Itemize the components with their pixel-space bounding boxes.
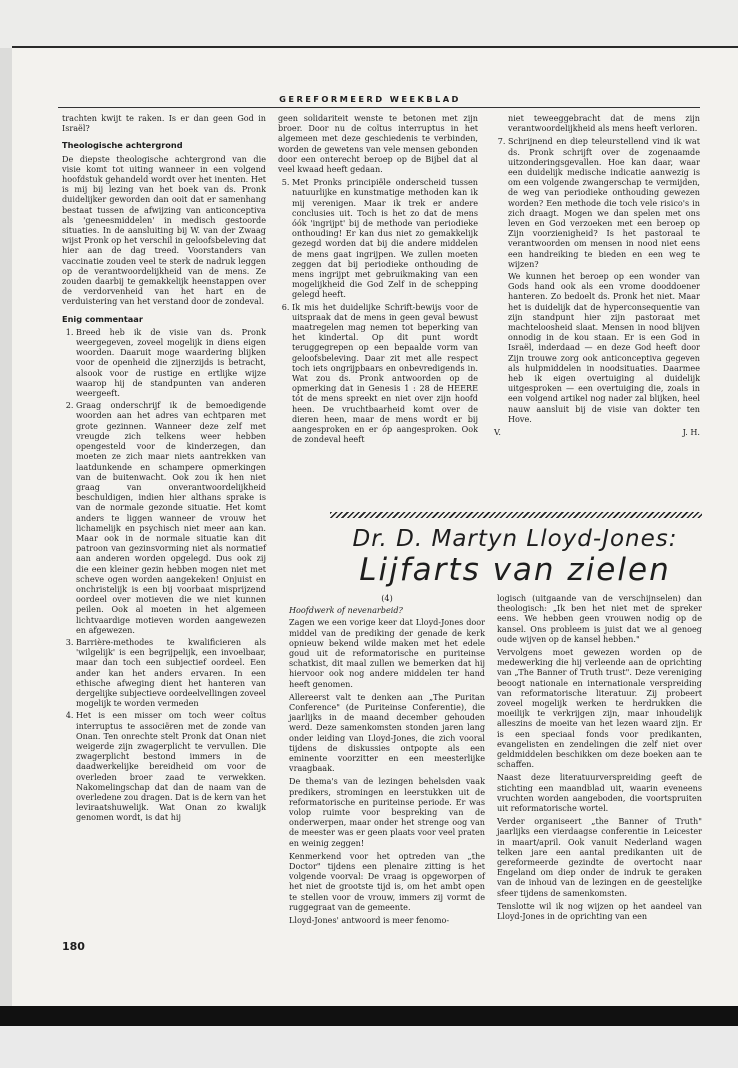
article-author: Dr. D. Martyn Lloyd-Jones:: [352, 526, 678, 552]
article-paragraph: Lloyd-Jones' antwoord is meer fenomo-: [289, 915, 450, 926]
article-paragraph: Vervolgens moet gewezen worden op de medewerking die hij verleende aan de oprichting van „The Banner of Truth trust". Deze vereniging beoogt nationale en internationale verspreiding van reformatorische literatuur. Zij probeert zoveel mogelijk werken te herdrukken die moeilijk te verkrijgen zijn, maar inhoudelijk alleszins de moeite van het lezen waard zijn. Er is een speciaal fonds voor predikanten, evangelisten en zendelingen die zelf niet over geldmiddelen beschikken om deze boeken aan te schaffen.: [497, 647, 702, 770]
col1-intro: trachten kwijt te raken. Is er dan geen God in Israël?: [62, 113, 266, 134]
article-paragraph: Naast deze literatuurverspreiding geeft de stichting een maandblad uit, waarin eveneens vruchten worden aangeboden, die voortspruiten uit reformatorische wortel.: [497, 772, 702, 814]
article-paragraph: De thema's van de lezingen behelsden vaak predikers, stromingen en leerstukken uit de reformatorische en puriteinse periode. Er was volop ruimte voor bespreking van de onderwerpen, maar onder het strenge oog van de meester was er geen plaats voor veel praten en weinig zeggen!: [289, 776, 485, 848]
article-paragraph: Verder organiseert „the Banner of Truth" jaarlijks een vierdaagse conferentie in Leicester in maart/april. Ook vanuit Nederland wagen telken jare een aantal predikanten uit de gereformeerde gezindte de overtocht naar Engeland om diep onder de indruk te geraken van de inhoud van de lezingen en de geestelijke sfeer tijdens de samenkomsten.: [497, 816, 702, 898]
commentary-list-2: [278, 177, 478, 444]
article-column-left: [289, 593, 485, 928]
heading-enig-commentaar: Enig commentaar: [62, 313, 143, 324]
article-paragraph: Kenmerkend voor het optreden van „the Doctor" tijdens een plenaire zitting is het volgende voorval: De vraag is opgeworpen of het niet de grootste tijd is, om het ambt open te stellen voor de vrouw, immers zij vormt de ruggegraat van de gemeente.: [289, 850, 485, 912]
list-item: 6. Ik mis het duidelijke Schrift-bewijs voor de uitspraak dat de mens in geen geval bewust maatregelen mag nemen tot beperking van het kindertal. Op dit punt wordt teruggegrepen op een bepaalde vorm van geloofsbeleving. Daar zit met alle respect toch iets ongrijpbaars en onbevredigends in. Wat zou ds. Pronk antwoorden op de opmerking dat in Genesis 1 : 28 de HEERE tót de mens spreekt en niet over zijn hoofd heen. De vruchtbaarheid komt over de dieren heen, maar de mens wordt er bij aangesproken en er óp aangesproken. Ook de zondeval heeft: [292, 302, 478, 445]
col2-continuation: geen solidariteit wenste te betonen met zijn broer. Door nu de coïtus interruptus in het algemeen met deze geschiedenis te verbinden, worden de gewetens van vele mensen gebonden door een onterecht beroep op de Bijbel dat al veel kwaad heeft gedaan.: [278, 113, 478, 175]
article-paragraph: Tenslotte wil ik nog wijzen op het aandeel van Lloyd-Jones in de oprichting van een: [497, 900, 702, 922]
list-item: 2. Graag onderschrijf ik de bemoedigende woorden aan het adres van echtparen met grote gezinnen. Wanneer deze zelf met vreugde zich telkens weer hebben opengesteld voor de kinderzegen, dan moeten ze zich maar niets aantrekken van laatdunkende en schampere opmerkingen van de buitenwacht. Ook zou ik hen niet graag van onverantwoordelijkheid beschuldigen, indien hier althans sprake is van de normale gezonde situatie. Het komt anders te liggen wanneer de vrouw het lichamelijk en psychisch niet meer aan kan. Maar ook in de normale situatie kan dit patroon van gezinsvorming niet als normatief aan anderen worden opgelegd. Dus ook zij die een kleiner gezin hebben mogen niet met scheve ogen worden aangekeken! Onjuist en onchristelijk is een bij voorbaat misprijzend oordeel over motieven die we niet kunnen peilen. Ook al moeten in het algemeen lichtvaardige motieven worden aangewezen en afgewezen.: [76, 400, 266, 635]
article-column-right: [497, 593, 702, 924]
scan-bottom-margin: [0, 1026, 738, 1068]
running-head: GEREFORMEERD WEEKBLAD: [279, 94, 461, 104]
col3-continuation: niet teweeggebracht dat de mens zijn verantwoordelijkheid als mens heeft verloren.: [508, 113, 700, 134]
commentary-list-1: [62, 327, 266, 823]
heading-theologische-achtergrond: Theologische achtergrond: [62, 140, 183, 151]
article-paragraph: logisch (uitgaande van de verschijnselen) dan theologisch: „Ik ben het niet met de spreker eens. We hebben geen vrouwen nodig op de kansel. Ons probleem is juist dat we al genoeg oude wijven op de kansel hebben.": [497, 593, 702, 644]
article-paragraph: Allereerst valt te denken aan „The Puritan Conference" (de Puriteinse Conferentie), die jaarlijks in de maand december gehouden werd. Deze samenkomsten stonden jaren lang onder leiding van Lloyd-Jones, die zich vooral tijdens de diskussies ontpopte als een eminente voorzitter en een meesterlijke vraagbaak.: [289, 691, 485, 774]
article-title: Lijfarts van zielen: [359, 552, 671, 588]
signoff: [494, 427, 700, 437]
page-number: 180: [62, 940, 85, 953]
scan-bottom-edge: [0, 1006, 738, 1026]
column-2: [278, 113, 478, 447]
article-paragraph: Zagen we een vorige keer dat Lloyd-Jones door middel van de prediking der genade de kerk opnieuw bekend wilde maken met het edele goud uit de reformatorische en puriteinse schatkist, dit maal zullen we bemerken dat hij hiervoor ook nog andere middelen ter hand heeft genomen.: [289, 617, 485, 689]
signoff-left: V.: [494, 427, 502, 438]
col3-paragraph: We kunnen het beroep op een wonder van Gods hand ook als een vrome dooddoener hanteren. Zo bedoelt ds. Pronk het niet. Maar het is duidelijk dat de hyperconsequentie van zijn standpunt hier zijn pastoraat met machteloosheid slaat. Mensen in nood blijven onnodig in de kou staan. Er is een God in Israël, inderdaad — en deze God heeft door Zijn trouwe zorg ook anticonceptiva gegeven als hulpmiddelen in noodsituaties. Daarmee heb ik eigen overtuiging al duidelijk uitgesproken — een overtuiging die, zoals in een volgend artikel nog nader zal blijken, heel nauw aansluit bij de visie van dokter ten Hove.: [508, 271, 700, 424]
list-item: 4. Het is een misser om toch weer coïtus interruptus te associëren met de zonde van Onan. Ten onrechte stelt Pronk dat Onan niet weigerde zijn zwagerplicht te vervullen. Die zwagerplicht bestond immers in de daadwerkelijke bereidheid om voor de overleden broer zaad te verwekken. Nakomelingschap dat dan de naam van de overledene zou dragen. Dat is de kern van het leviraatshuwelijk. Wat Onan zo kwalijk genomen wordt, is dat hij: [76, 710, 266, 822]
commentary-list-3: [494, 136, 700, 269]
article-subheading: Hoofdwerk of nevenarbeid?: [289, 605, 403, 616]
scan-edge-line: [12, 46, 738, 48]
list-item: 5. Met Pronks principiële onderscheid tussen natuurlijke en kunstmatige methoden kan ik mij verenigen. Maar ik trek er andere conclusies uit. Toch is het zo dat de mens óók 'ingrijpt' bij de methode van periodieke onthouding! Er kan dus niet zo gemakkelijk gezegd worden dat bij die andere middelen de mens gaat ingrijpen. We zullen moeten zeggen dat bij periodieke onthouding de mens ingrijpt met gebruikmaking van een mogelijkheid die God Zelf in de schepping gelegd heeft.: [292, 177, 478, 299]
list-item: 1. Breed heb ik de visie van ds. Pronk weergegeven, zoveel mogelijk in diens eigen woorden. Daaruit moge waardering blijken voor de openheid die zijnerzijds is betracht, alsook voor de rustige en ertlijke wijze waarop hij de standpunten van anderen weergeeft.: [76, 327, 266, 398]
header-rule: [58, 107, 700, 108]
col1-paragraph: De diepste theologische achtergrond van die visie komt tot uiting wanneer in een volgend hoofdstuk gehandeld wordt over het inenten. Het is mij bij lezing van het boek van ds. Pronk duidelijker geworden dan ooit dat er samenhang bestaat tussen de afwijzing van anticonceptiva als 'geneesmiddelen' in medisch gestoorde situaties. In de aansluiting bij W. van der Zwaag wijst Pronk op het verschil in geloofsbeleving dat hier aan de dag treed. Voorstanders van vaccinatie zouden veel te sterk de nadruk leggen op de verantwoordelijkheid van de mens. Ze zouden daarbij te gemakkelijk heenstappen over de verdorvenheid van het hart en de verduistering van het verstand door de zondeval.: [62, 153, 266, 307]
column-3: [494, 113, 700, 437]
part-number: (4): [381, 593, 393, 603]
list-item: 7. Schrijnend en diep teleurstellend vind ik wat ds. Pronk schrijft over de zogenaamde uitzonderingsgevallen. Hoe kan daar, waar een duidelijk medische indicatie aanwezig is om een volgende zwangerschap te vermijden, de weg van periodieke onthouding gewezen worden? Een methode die toch vele risico's in zich draagt. Mogen we dan spelen met ons leven en God verzoeken met een beroep op Zijn voorzienigheid? Is het pastoraal te verantwoorden om mensen in nood niet eens een handreiking te bieden en een weg te wijzen?: [508, 136, 700, 269]
author-initials: J. H.: [682, 427, 700, 438]
scan-top-margin: [0, 0, 738, 48]
ornamental-divider: [330, 512, 702, 518]
column-1: [62, 113, 266, 825]
list-item: 3. Barrière-methodes te kwalificieren als 'wilgelijk' is een begrijpelijk, een invoelbaar, maar dan toch een subjectief oordeel. Een ander kan het anders ervaren. In een ethische afweging dient het hanteren van dergelijke subjectieve oordeelvellingen zoveel mogelijk te worden vermeden: [76, 637, 266, 708]
